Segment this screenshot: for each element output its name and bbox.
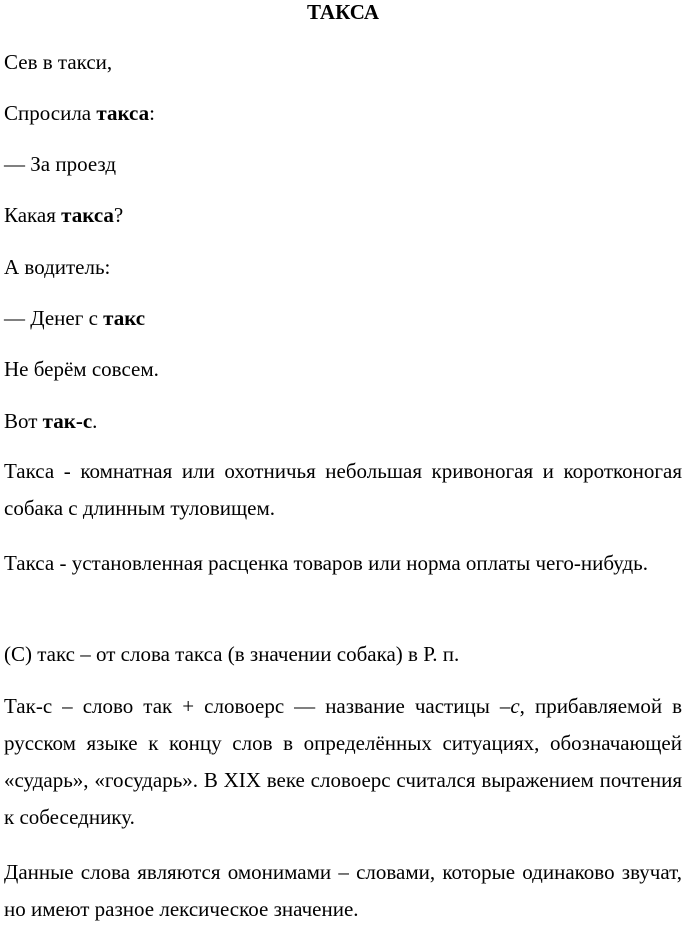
homonyms-note: Данные слова являются омонимами – словами, которые одинаково звучат, но имеют разное лексическое значение. [4,860,682,921]
definition-tariff: Такса - установленная расценка товаров или норма оплаты чего-нибудь. [4,551,648,575]
poem-line-1: Сев в такси, [4,50,113,74]
definition-takes: Так-с – слово так + словоерс — название частицы –с, прибавляемой в русском языке к концу слов в определённых ситуациях, обозначающей «сударь», «государь». В XIX веке словоерс считался выражением почтения к собеседнику. [4,694,682,829]
definition-dachshund: Такса - комнатная или охотничья небольшая кривоногая и коротконогая собака с длинным туловищем. [4,459,682,520]
poem-line-8: Вот так-с. [4,409,98,433]
poem-line-4: Какая такса? [4,203,124,227]
poem-line-2: Спросила такса: [4,101,155,125]
poem-line-7: Не берём совсем. [4,357,159,381]
poem-line-3: — За проезд [4,152,117,176]
bold-word: так-с [42,409,93,433]
definition-genitive: (С) такс – от слова такса (в значении собака) в Р. п. [4,642,460,666]
bold-word: такса [96,101,150,125]
page-title: ТАКСА [306,0,380,24]
poem-line-6: — Денег с такс [4,306,146,330]
italic-particle: –с [499,694,520,718]
bold-word: такса [61,203,114,227]
poem-line-5: А водитель: [4,255,111,279]
bold-word: такс [103,306,146,330]
